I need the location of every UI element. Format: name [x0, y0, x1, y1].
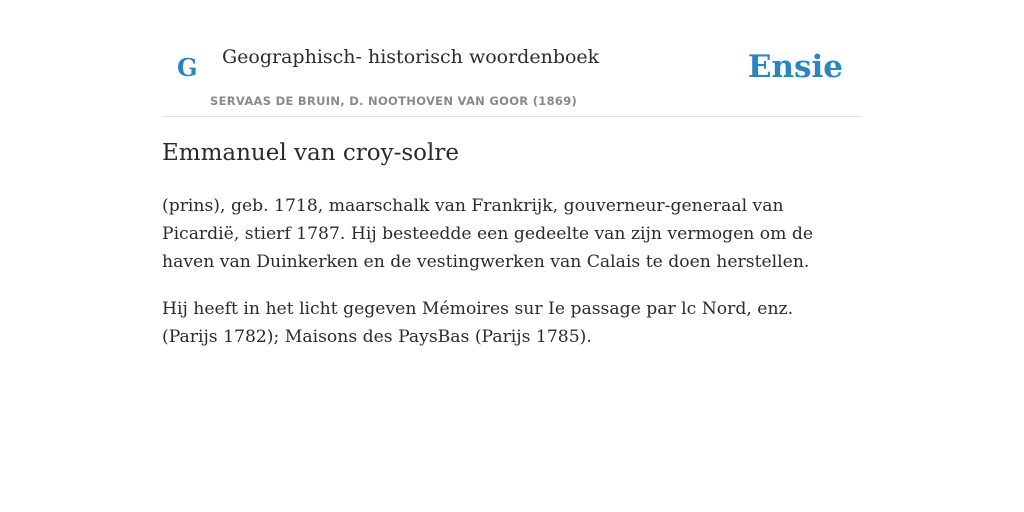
book-header	[162, 0, 862, 117]
entry-title: Emmanuel van croy-solre	[162, 140, 459, 166]
entry-paragraph: (prins), geb. 1718, maarschalk van Frankrijk, gouverneur-generaal van Picardië, stierf 1787. Hij besteedde een gedeelte van zijn vermogen om de haven van Duinkerken en de vestingwerken van Calais te doen herstellen.	[162, 196, 814, 272]
entry-paragraph: Hij heeft in het licht gegeven Mémoires sur Ie passage par lc Nord, enz. (Parijs 1782); Maisons des PaysBas (Parijs 1785).	[162, 299, 794, 347]
ensie-logo-link[interactable]: Ensie	[747, 49, 843, 85]
book-authors: SERVAAS DE BRUIN, D. NOOTHOVEN VAN GOOR (1869)	[210, 94, 578, 108]
book-title[interactable]: Geographisch- historisch woordenboek	[222, 46, 600, 68]
entry-body	[162, 192, 842, 370]
book-letter-icon: G	[177, 53, 198, 82]
